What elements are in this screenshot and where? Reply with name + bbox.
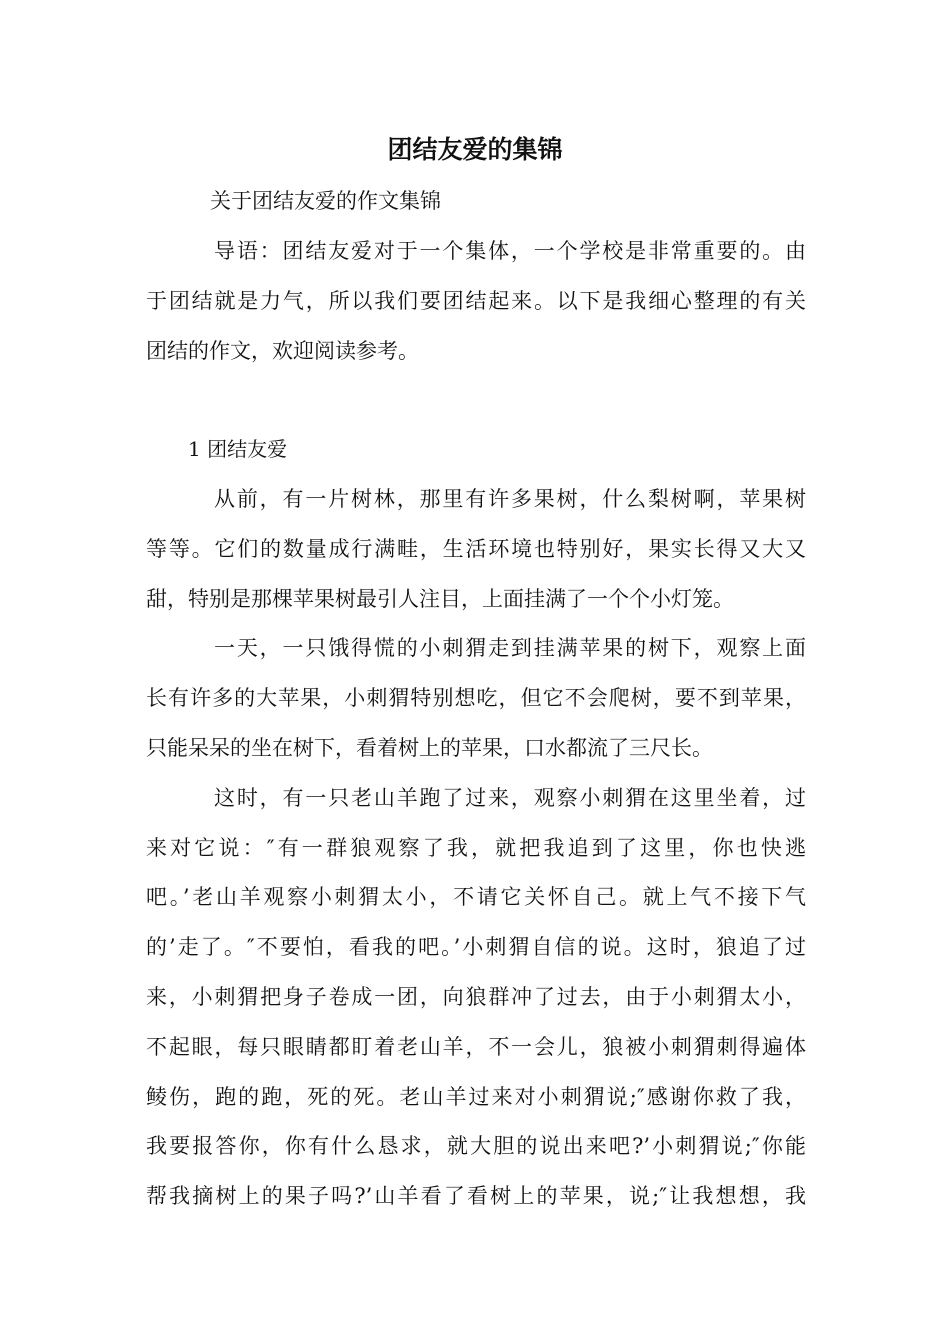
section-heading: 1 团结友爱 — [188, 437, 288, 461]
paragraph-line: 从前，有一片树林，那里有许多果树，什么梨树啊，苹果树 — [214, 487, 806, 511]
paragraph-line: 这时，有一只老山羊跑了过来，观察小刺猬在这里坐着，过 — [214, 786, 806, 810]
paragraph-line: 我要报答你，你有什么恳求，就大胆的说出来吧?’小刺猬说;″你能 — [146, 1134, 806, 1158]
paragraph-line: 甜，特别是那棵苹果树最引人注目，上面挂满了一个个小灯笼。 — [146, 587, 734, 611]
paragraph-line: 来，小刺猬把身子卷成一团，向狼群冲了过去，由于小刺猬太小， — [146, 985, 806, 1009]
paragraph-line: 等等。它们的数量成行满畦，生活环境也特别好，果实长得又大又 — [146, 537, 806, 561]
paragraph-line: 不起眼，每只眼睛都盯着老山羊，不一会儿，狼被小刺猬刺得遍体 — [146, 1035, 806, 1059]
paragraph-line: 吧。’老山羊观察小刺猬太小，不请它关怀自己。就上气不接下气 — [146, 885, 806, 909]
intro-line: 导语：团结友爱对于一个集体，一个学校是非常重要的。由 — [214, 239, 806, 263]
intro-line: 团结的作文，欢迎阅读参考。 — [146, 339, 419, 363]
paragraph-line: 来对它说：″有一群狼观察了我，就把我追到了这里，你也快逃 — [146, 836, 806, 860]
paragraph-line: 鲮伤，跑的跑，死的死。老山羊过来对小刺猬说;″感谢你救了我， — [146, 1085, 806, 1109]
document-subtitle: 关于团结友爱的作文集锦 — [210, 189, 441, 213]
paragraph-line: 长有许多的大苹果，小刺猬特别想吃，但它不会爬树，要不到苹果， — [146, 686, 806, 710]
paragraph-line: 帮我摘树上的果子吗?’山羊看了看树上的苹果，说;″让我想想，我 — [146, 1184, 806, 1208]
paragraph-line: 一天，一只饿得慌的小刺猬走到挂满苹果的树下，观察上面 — [214, 636, 806, 660]
intro-line: 于团结就是力气，所以我们要团结起来。以下是我细心整理的有关 — [146, 289, 806, 313]
paragraph-line: 的’走了。″不要怕，看我的吧。’小刺猬自信的说。这时，狼追了过 — [146, 935, 806, 959]
document-title: 团结友爱的集锦 — [387, 135, 563, 164]
paragraph-line: 只能呆呆的坐在树下，看着树上的苹果，口水都流了三尺长。 — [146, 736, 713, 760]
